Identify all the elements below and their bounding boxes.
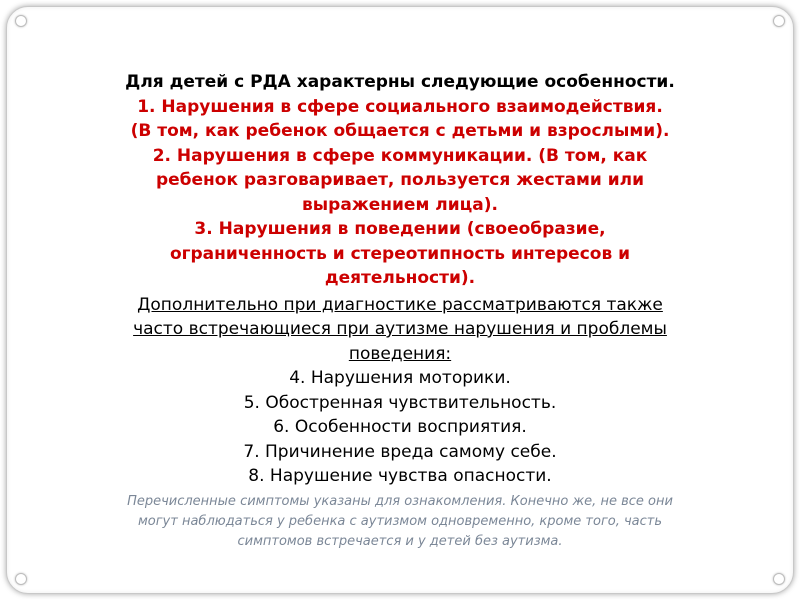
corner-dot-bottom-left (15, 573, 27, 585)
red-point-line: 2. Нарушения в сфере коммуникации. (В том, как (152, 145, 648, 166)
additional-item: 5. Обостренная чувствительность. (243, 392, 557, 413)
red-point-line: ребенок разговаривает, пользуется жестами или (155, 170, 645, 190)
corner-dot-bottom-right (773, 573, 785, 585)
red-points-list (60, 95, 740, 291)
intro-underlined-text (60, 293, 740, 367)
footnote-line: могут наблюдаться у ребенка с аутизмом одновременно, кроме того, часть (137, 513, 663, 529)
additional-item: 4. Нарушения моторики. (289, 368, 511, 388)
footnote (60, 492, 740, 552)
red-point-line: ограниченность и стереотипность интересов и (169, 243, 631, 264)
corner-dot-top-left (15, 15, 27, 27)
red-point-line: деятельности). (324, 268, 476, 288)
red-point-line: 3. Нарушения в поведении (своеобразие, (194, 219, 606, 239)
red-point-line: выражением лица). (302, 194, 498, 215)
intro-line: поведения: (348, 343, 452, 364)
corner-dot-top-right (773, 15, 785, 27)
intro-line: Дополнительно при диагностике рассматриваются также (137, 294, 663, 315)
additional-items-list (60, 366, 740, 489)
slide-content (60, 70, 740, 552)
red-point-line: 1. Нарушения в сфере социального взаимодействия. (137, 96, 663, 117)
slide-heading: Для детей с РДА характерны следующие особенности. (125, 72, 675, 92)
footnote-line: Перечисленные симптомы указаны для ознакомления. Конечно же, не все они (127, 493, 673, 509)
additional-item: 8. Нарушение чувства опасности. (248, 466, 552, 486)
red-point-line: (В том, как ребенок общается с детьми и взрослыми). (130, 121, 670, 141)
additional-item: 6. Особенности восприятия. (273, 417, 527, 437)
additional-item: 7. Причинение вреда самому себе. (243, 441, 557, 462)
intro-line: часто встречающиеся при аутизме нарушения и проблемы (133, 319, 667, 339)
footnote-line: симптомов встречается и у детей без аутизма. (237, 533, 563, 549)
